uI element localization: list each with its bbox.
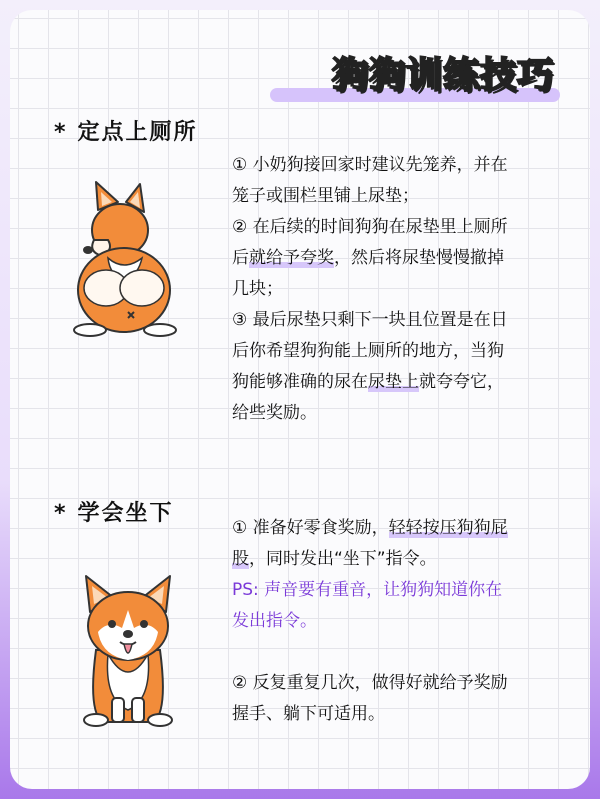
section-1-text xyxy=(232,150,572,429)
highlight: 轻轻按压狗狗屁 xyxy=(388,518,508,538)
star-bullet: * xyxy=(54,120,68,145)
highlight: 尿垫上 xyxy=(368,372,419,392)
text-line: 几块； xyxy=(232,279,283,299)
title-part-1: 狗狗 xyxy=(331,55,406,96)
ps-line: PS: 声音要有重音，让狗狗知道你在 xyxy=(232,580,503,600)
section-2-heading xyxy=(54,496,174,527)
text-line: 狗能够准确的尿在尿垫上就夸夸它， xyxy=(232,372,504,392)
title-part-2: 训练技巧 xyxy=(405,55,554,96)
text-line: 握手、躺下可适用。 xyxy=(232,704,385,724)
text-line: ① 准备好零食奖励，轻轻按压狗狗屁 xyxy=(232,518,508,538)
page-title xyxy=(332,50,554,102)
spacer xyxy=(232,637,572,668)
text-line: 股，同时发出“坐下”指令。 xyxy=(232,549,437,569)
text-line: 后你希望狗狗能上厕所的地方，当狗 xyxy=(232,341,504,361)
ps-line: 发出指令。 xyxy=(232,611,317,631)
corgi-sitting-illustration xyxy=(68,570,188,730)
text-line: 笼子或围栏里铺上尿垫； xyxy=(232,186,419,206)
highlight: 股 xyxy=(232,549,249,569)
text-line: ② 在后续的时间狗狗在尿垫里上厕所 xyxy=(232,217,508,237)
section-2-text xyxy=(232,513,572,730)
text-line: ② 反复重复几次，做得好就给予奖励 xyxy=(232,673,508,693)
text-line: 给些奖励。 xyxy=(232,403,317,423)
section-2-title: 学会坐下 xyxy=(77,501,174,526)
highlight: 就给予夸奖 xyxy=(249,248,334,268)
text-line: 后就给予夸奖，然后将尿垫慢慢撤掉 xyxy=(232,248,504,268)
content-card xyxy=(10,10,590,789)
text-line: ③ 最后尿垫只剩下一块且位置是在日 xyxy=(232,310,508,330)
section-1-heading xyxy=(54,115,198,146)
corgi-back-illustration xyxy=(58,180,188,345)
star-bullet: * xyxy=(54,501,68,526)
text-line: ① 小奶狗接回家时建议先笼养，并在 xyxy=(232,155,508,175)
section-1-title: 定点上厕所 xyxy=(77,120,198,145)
